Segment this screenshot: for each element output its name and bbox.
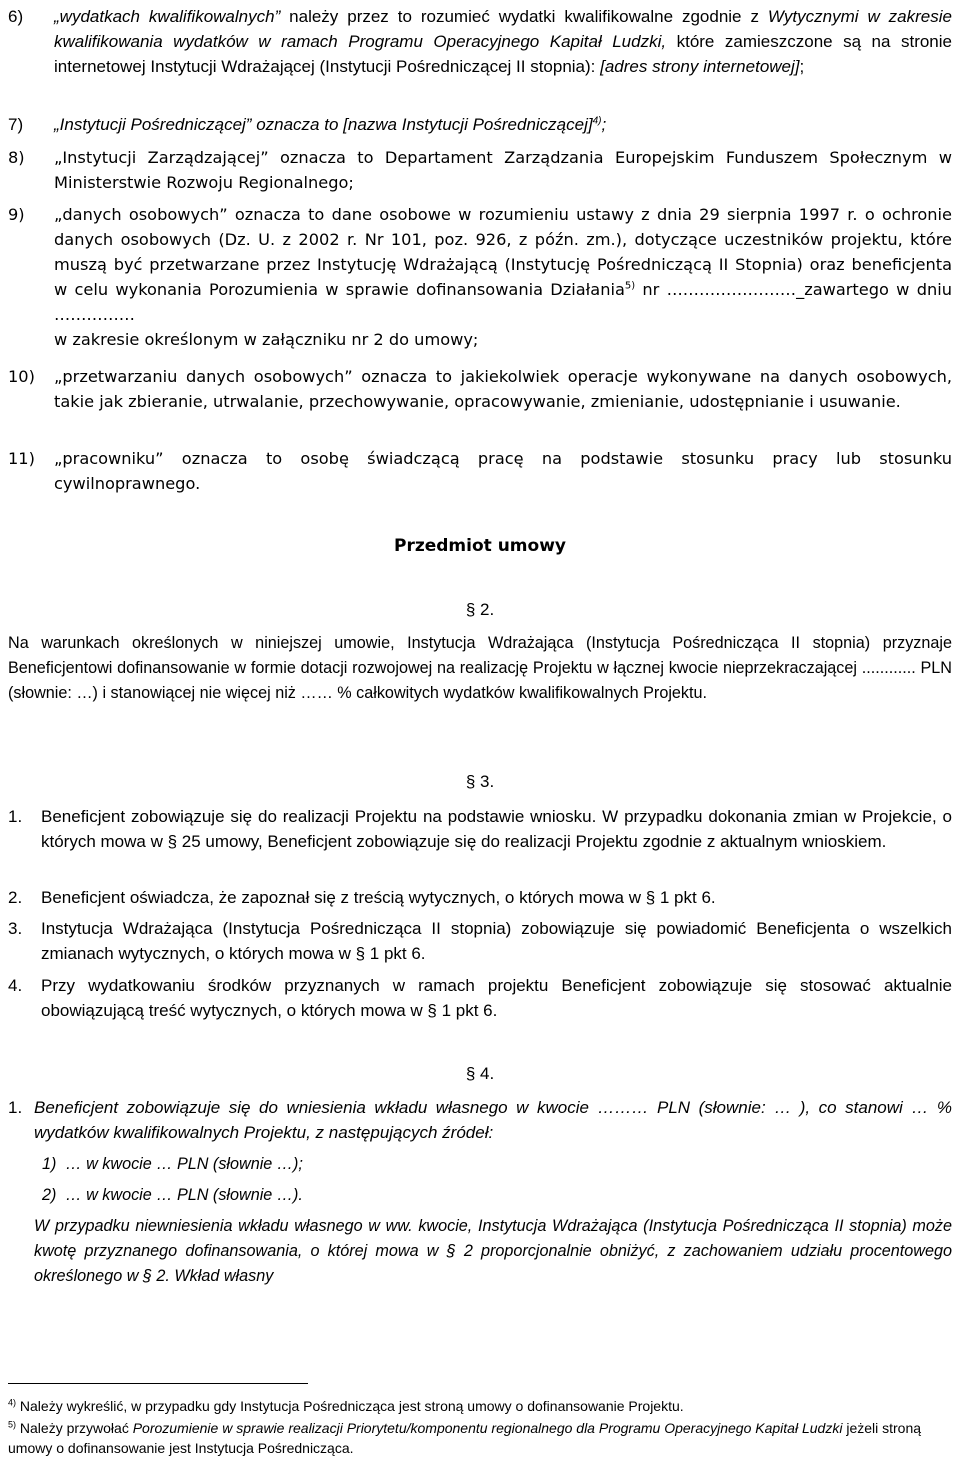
definition-term: „pracowniku”: [54, 449, 164, 468]
placeholder-text: [adres strony internetowej]: [600, 57, 800, 76]
section-4-tail: W przypadku niewniesienia wkładu własnego w ww. kwocie, Instytucja Wdrażająca (Instytucja Pośrednicząca II stopnia) może kwotę przyznanego dofinansowania, o której mowa w § 2 proporcjonalnie obniżyć, z zachowaniem udziału procentowego określonego w § 2. Wkład własny: [34, 1217, 952, 1285]
definition-6: 6) „wydatkach kwalifikowalnych” należy przez to rozumieć wydatki kwalifikowalne zgodnie z Wytycznymi w zakresie kwalifikowania wydatków w ramach Programu Operacyjnego Kapitał Ludzki, które zamieszczone są na stronie internetowej Instytucji Wdrażającej (Instytucji Pośredniczącej II stopnia): [adres strony internetowej];: [8, 4, 952, 79]
section-3-item-4: 4. Przy wydatkowaniu środków przyznanych w ramach projektu Beneficjent zobowiązuje się stosować aktualnie obowiązującą treść wytycznych, o których mowa w § 1 pkt 6.: [8, 976, 952, 1020]
definition-term: „danych osobowych”: [54, 205, 228, 224]
definition-number: 9): [8, 205, 25, 224]
section-heading: Przedmiot umowy: [394, 536, 566, 556]
definition-9: 9) „danych osobowych” oznacza to dane osobowe w rozumieniu ustawy z dnia 29 sierpnia 1997 r. o ochronie danych osobowych (Dz. U. z 2002 r. Nr 101, poz. 926, z późn. zm.), dotyczące uczestników projektu, które muszą być przetwarzane przez Instytucję Wdrażającą (Instytucję Pośredniczącą II Stopnia) oraz beneficjenta w celu wykonania Porozumienia w sprawie dofinansowania Działania$^{5)}$ nr ……………………_zawartego w dniu …………… w zakresie określonym w załączniku nr 2 do umowy;: [8, 202, 952, 352]
definition-7: 7) „Instytucji Pośredniczącej” oznacza to [nazwa Instytucji Pośredniczącej]$^{4)}$;: [8, 112, 952, 137]
definition-number: 11): [8, 449, 35, 468]
definition-number: 8): [8, 148, 25, 167]
section-mark-2: § 2.: [465, 600, 495, 619]
definition-10: 10) „przetwarzaniu danych osobowych” oznacza to jakiekolwiek operacje wykonywane na danych osobowych, takie jak zbieranie, utrwalanie, przechowywanie, opracowywanie, zmienianie, udostępnianie i usuwanie.: [8, 364, 952, 414]
definition-number: 6): [8, 7, 24, 26]
footnote-4: $^{4)}$ Należy wykreślić, w przypadku gdy Instytucja Pośrednicząca jest stroną umowy o dofinansowanie Projektu.: [8, 1397, 684, 1414]
section-mark-4: § 4.: [465, 1064, 495, 1083]
section-3-item-3: 3. Instytucja Wdrażająca (Instytucja Pośrednicząca II stopnia) zobowiązuje się powiadomić Beneficjenta o wszelkich zmianach wytycznych, o których mowa w § 1 pkt 6.: [8, 919, 952, 963]
definition-8: 8) „Instytucji Zarządzającej” oznacza to Departament Zarządzania Europejskim Funduszem Społecznym w Ministerstwie Rozwoju Regionalnego;: [8, 145, 952, 195]
source-1: 1) … w kwocie … PLN (słownie …);: [42, 1155, 303, 1173]
placeholder-text: [nazwa Instytucji Pośredniczącej]: [343, 115, 593, 134]
section-3-item-1: 1. Beneficjent zobowiązuje się do realizacji Projektu na podstawie wniosku. W przypadku dokonania zmian w Projekcie, o których mowa w § 25 umowy, Beneficjent zobowiązuje się do realizacji Projektu zgodnie z aktualnym wnioskiem.: [8, 807, 952, 851]
footnote-5: $^{5)}$ Należy przywołać Porozumienie w sprawie realizacji Priorytetu/komponentu regionalnego dla Programu Operacyjnego Kapitał Ludzki jeżeli stroną umowy o dofinansowanie jest Instytucja Pośrednicząca.: [8, 1419, 922, 1456]
footnote-rule: [8, 1383, 308, 1384]
definition-term: „przetwarzaniu danych osobowych”: [54, 367, 353, 386]
section-3-item-2: 2. Beneficjent oświadcza, że zapoznał się z treścią wytycznych, o których mowa w § 1 pkt 6.: [8, 888, 716, 907]
definition-11: 11) „pracowniku” oznacza to osobę świadczącą pracę na podstawie stosunku pracy lub stosunku cywilnoprawnego.: [8, 446, 952, 496]
footnote-ref: 5): [624, 280, 636, 292]
source-2: 2) … w kwocie … PLN (słownie …).: [42, 1186, 303, 1204]
footnote-ref: 4): [592, 115, 602, 127]
section-mark-3: § 3.: [465, 772, 495, 791]
definition-term: „Instytucji Zarządzającej”: [54, 148, 269, 167]
definition-term: „wydatkach kwalifikowalnych”: [54, 7, 281, 26]
section-2-text: Na warunkach określonych w niniejszej umowie, Instytucja Wdrażająca (Instytucja Pośrednicząca II stopnia) przyznaje Beneficjentowi dofinansowanie w formie dotacji rozwojowej na realizację Projektu w łącznej kwocie nieprzekraczającej ............ PLN (słownie: …) i stanowiącej nie więcej niż …… % całkowitych wydatków kwalifikowalnych Projektu.: [8, 634, 952, 702]
definition-number: 10): [8, 367, 35, 386]
section-4-item-1: 1. Beneficjent zobowiązuje się do wniesienia wkładu własnego w kwocie ……… PLN (słownie: … ), co stanowi … % wydatków kwalifikowalnych Projektu, z następujących źródeł:: [8, 1098, 952, 1142]
definition-term: „Instytucji Pośredniczącej”: [54, 115, 252, 134]
guidelines-title: Wytycznymi w zakresie kwalifikowania wydatków w ramach Programu Operacyjnego Kapitał Ludzki,: [54, 7, 952, 51]
definition-number: 7): [8, 115, 24, 134]
